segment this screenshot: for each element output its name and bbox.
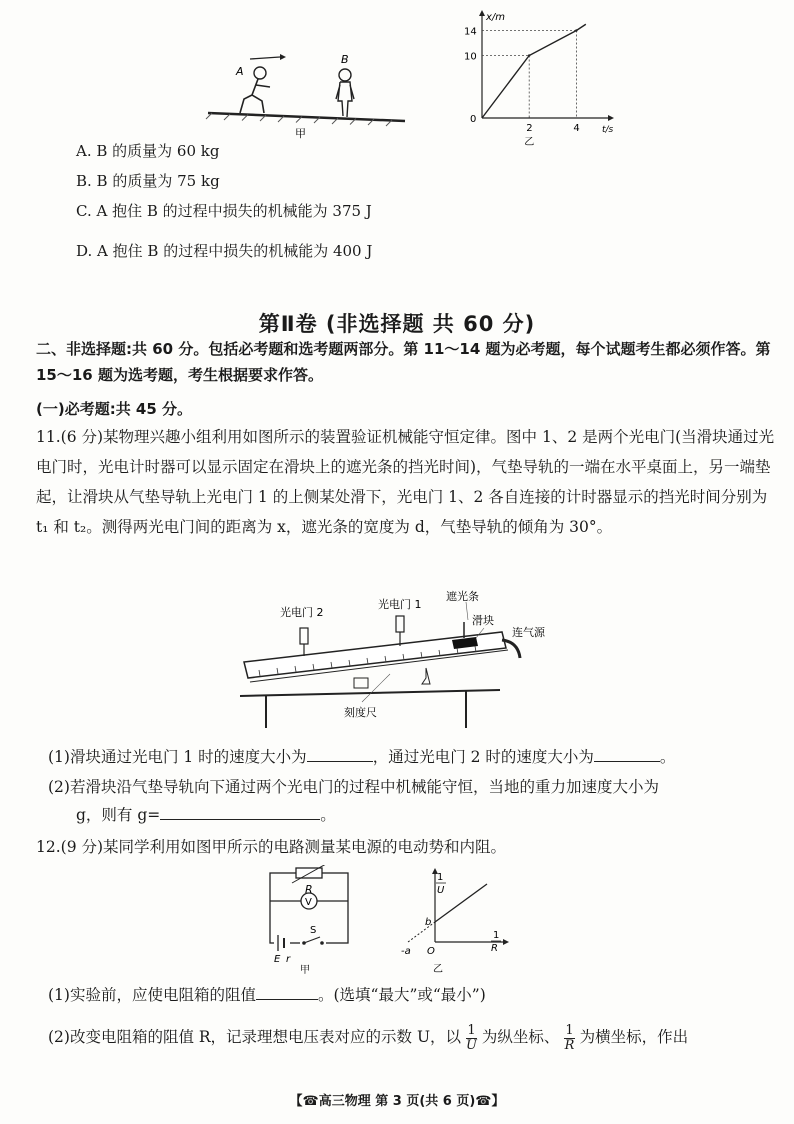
x-den: R xyxy=(491,943,498,954)
frac-1-over-U: $\frac{1}{U}$ xyxy=(465,1022,477,1053)
label-shading-strip: 遮光条 xyxy=(446,590,479,603)
section-title: 第Ⅱ卷 (非选择题 共 60 分) xyxy=(258,312,536,336)
label-gate1: 光电门 1 xyxy=(378,598,422,611)
y-den: U xyxy=(437,885,445,896)
label-gate2: 光电门 2 xyxy=(280,606,324,619)
circuit-diagram xyxy=(260,865,360,975)
label-b: b xyxy=(425,917,432,928)
label-A: A xyxy=(236,65,244,78)
label-R: R xyxy=(305,883,313,896)
x-tick-2: 2 xyxy=(526,123,533,134)
label-scale: 刻度尺 xyxy=(344,706,377,719)
sub-section: (一)必考题:共 45 分。 xyxy=(36,400,193,418)
label-r: r xyxy=(286,954,291,965)
q11-part1-c: 。 xyxy=(659,748,676,766)
x-axis-arrow xyxy=(608,115,614,121)
page-footer: 【☎高三物理 第 3 页(共 6 页)☎】 xyxy=(289,1094,505,1109)
x-tick-4: 4 xyxy=(573,123,580,134)
q11-part1 xyxy=(22,742,788,772)
xt-series-line xyxy=(482,24,586,118)
inverse-graph xyxy=(395,862,515,980)
x-axis-label: t/s xyxy=(602,125,614,135)
q11-stem: 11.(6 分)某物理兴趣小组利用如图所示的装置验证机械能守恒定律。图中 1、2 是两个光电门(当滑块通过光电门时，光电计时器可以显示固定在滑块上的遮光条的挡光时间)，气垫导轨的一端在水平桌面上，另一端垫起，让滑块从气垫导轨上光电门 1 的上侧某处滑下，光电门 1、2 各自连接的计时器显示的挡光时间分别为 t₁ 和 t₂。测得两光电门间的距离为 x，遮光条的宽度为 d，气垫导轨的倾角为 30°。 xyxy=(36,428,775,536)
option-a: A. B 的质量为 60 kg xyxy=(76,142,220,160)
q11-part1-b: ，通过光电门 2 时的速度大小为 xyxy=(372,748,594,766)
frac-1-over-R: $\frac{1}{R}$ xyxy=(564,1022,575,1053)
q11-part2-line1: (2)若滑块沿气垫导轨向下通过两个光电门的过程中机械能守恒，当地的重力加速度大小为 xyxy=(48,778,659,796)
y-axis-label: x/m xyxy=(486,12,506,23)
caption-yi-2: 乙 xyxy=(433,964,443,975)
y-tick-10: 10 xyxy=(464,51,477,63)
q11-blank-3[interactable] xyxy=(160,805,320,820)
label-O: O xyxy=(427,946,435,957)
label-E: E xyxy=(274,954,281,965)
q11-blank-2[interactable] xyxy=(594,747,660,762)
q11-part2-b: g，则有 g= xyxy=(76,806,161,824)
q11-part2-line2 xyxy=(76,800,476,830)
q12-part2-a: (2)改变电阻箱的阻值 R，记录理想电压表对应的示数 U，以 xyxy=(48,1028,462,1046)
label-air-source: 连气源 xyxy=(512,626,545,639)
q12-part1-b: 。(选填“最大”或“最小”) xyxy=(317,986,486,1004)
caption-yi: 乙 xyxy=(524,137,535,148)
caption-jia-2: 甲 xyxy=(300,965,310,975)
figure-skater-scene xyxy=(200,45,410,145)
label-B: B xyxy=(341,53,349,66)
q12-part2 xyxy=(22,1022,788,1053)
option-b: B. B 的质量为 75 kg xyxy=(76,172,220,190)
x-num: 1 xyxy=(493,930,500,941)
q11-part2-c: 。 xyxy=(320,806,336,824)
q12-stem: 12.(9 分)某同学利用如图甲所示的电路测量某电源的电动势和内阻。 xyxy=(36,838,507,856)
air-track-figure xyxy=(230,588,560,738)
q11-blank-1[interactable] xyxy=(307,747,373,762)
q11-part1-a: (1)滑块通过光电门 1 时的速度大小为 xyxy=(48,748,307,766)
section-intro: 二、非选择题:共 60 分。包括必考题和选考题两部分。第 11～14 题为必考题，每个试题考生都必须作答。第 15～16 题为选考题，考生根据要求作答。 xyxy=(36,340,771,384)
y-axis-arrow xyxy=(479,10,485,16)
label-neg-a: -a xyxy=(401,946,411,957)
y-tick-14: 14 xyxy=(464,26,477,38)
xt-point-2 xyxy=(575,29,577,31)
q12-part1-a: (1)实验前，应使电阻箱的阻值 xyxy=(48,986,256,1004)
y-num: 1 xyxy=(437,872,444,883)
caption-jia: 甲 xyxy=(295,127,306,140)
xt-graph xyxy=(460,8,620,148)
origin-label: 0 xyxy=(470,114,477,125)
label-V: V xyxy=(305,897,312,908)
option-c: C. A 抱住 B 的过程中损失的机械能为 375 J xyxy=(76,202,372,220)
q12-part1 xyxy=(22,980,788,1010)
label-slider: 滑块 xyxy=(472,614,494,627)
xt-point-1 xyxy=(528,54,530,56)
label-S: S xyxy=(310,925,317,936)
q12-part2-b: 为纵坐标、 xyxy=(481,1028,560,1046)
q12-blank-1[interactable] xyxy=(256,985,318,1000)
q12-part2-c: 为横坐标，作出 xyxy=(579,1028,689,1046)
option-d: D. A 抱住 B 的过程中损失的机械能为 400 J xyxy=(76,242,373,260)
